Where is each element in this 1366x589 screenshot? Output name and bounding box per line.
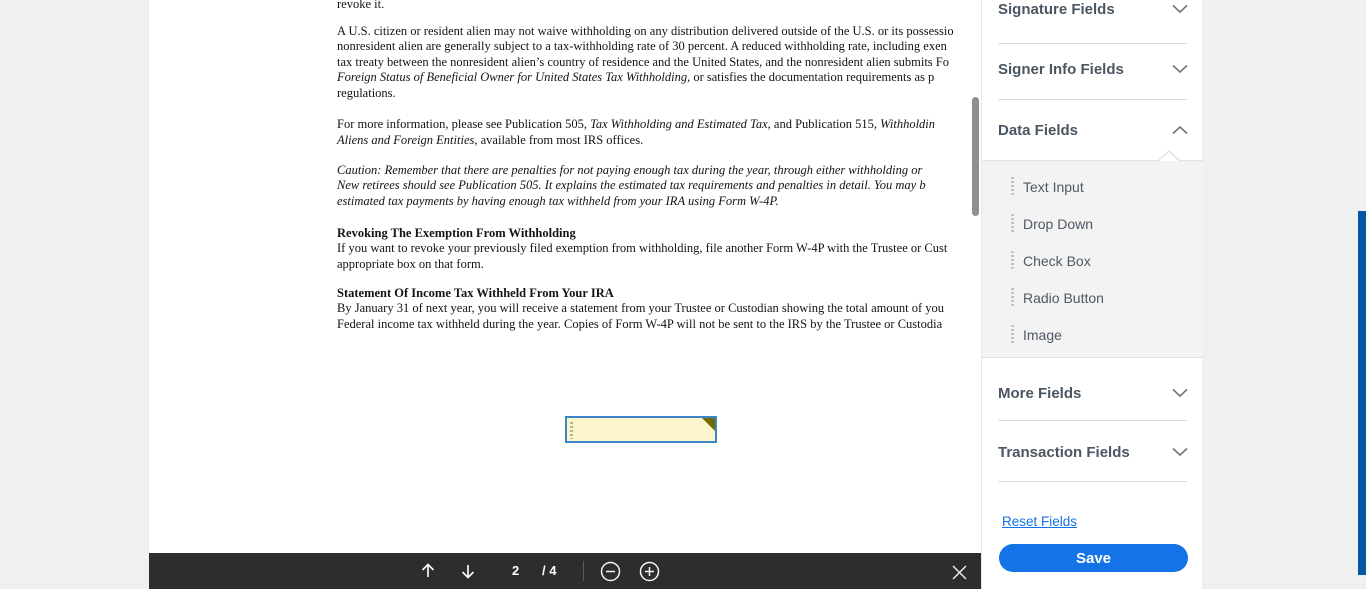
arrow-up-icon bbox=[419, 562, 437, 580]
close-icon bbox=[951, 564, 968, 581]
drag-handle-icon bbox=[1011, 251, 1014, 271]
zoom-in-button[interactable] bbox=[639, 561, 660, 582]
doc-line: Aliens and Foreign Entities, available from most IRS offices. bbox=[337, 133, 644, 147]
field-item-drop-down[interactable] bbox=[1011, 213, 1093, 235]
doc-line: Foreign Status of Beneficial Owner for United States Tax Withholding, or satisfies the documentation requirements as p bbox=[337, 70, 935, 84]
field-item-label: Text Input bbox=[1023, 179, 1084, 195]
section-more-fields[interactable] bbox=[998, 384, 1188, 402]
doc-line: nonresident alien are generally subject to a tax-withholding rate of 30 percent. A reduced withholding rate, including exen bbox=[337, 39, 947, 53]
chevron-up-icon bbox=[1172, 125, 1188, 135]
chevron-down-icon bbox=[1172, 388, 1188, 398]
plus-circle-icon bbox=[639, 561, 660, 582]
doc-line: By January 31 of next year, you will receive a statement from your Trustee or Custodian showing the total amount of you bbox=[337, 301, 945, 315]
field-item-label: Drop Down bbox=[1023, 216, 1094, 232]
chevron-down-icon bbox=[1172, 4, 1188, 14]
field-item-check-box[interactable] bbox=[1011, 250, 1091, 272]
doc-line: appropriate box on that form. bbox=[337, 257, 484, 271]
fields-panel bbox=[981, 0, 1202, 589]
doc-line: For more information, please see Publication 505, Tax Withholding and Estimated Tax, and Publication 515, Withholdin bbox=[337, 117, 936, 131]
doc-line: revoke it. bbox=[337, 0, 385, 11]
chevron-down-icon bbox=[1172, 447, 1188, 457]
field-drag-handle-icon bbox=[570, 422, 573, 439]
doc-line: Caution: Remember that there are penalties for not paying enough tax during the year, through either withholding or bbox=[337, 163, 923, 177]
data-fields-list bbox=[982, 160, 1203, 358]
placed-text-field[interactable] bbox=[565, 416, 717, 443]
doc-line: Revoking The Exemption From Withholding bbox=[337, 226, 576, 240]
section-signature-fields[interactable] bbox=[998, 0, 1188, 18]
document-scrollbar-thumb[interactable] bbox=[972, 97, 979, 216]
section-transaction-fields[interactable] bbox=[998, 443, 1188, 461]
doc-line: A U.S. citizen or resident alien may not waive withholding on any distribution delivered outside of the U.S. or its possessio bbox=[337, 24, 954, 38]
viewer-toolbar bbox=[149, 553, 981, 589]
doc-line: Statement Of Income Tax Withheld From Your IRA bbox=[337, 286, 614, 300]
drag-handle-icon bbox=[1011, 214, 1014, 234]
doc-line: regulations. bbox=[337, 86, 396, 100]
drag-handle-icon bbox=[1011, 288, 1014, 308]
drag-handle-icon bbox=[1011, 325, 1014, 345]
divider bbox=[998, 420, 1187, 421]
divider bbox=[998, 99, 1187, 100]
section-label: Data Fields bbox=[998, 121, 1079, 139]
right-edge-accent-bar bbox=[1358, 211, 1366, 575]
drag-handle-icon bbox=[1011, 177, 1014, 197]
field-item-label: Image bbox=[1023, 327, 1062, 343]
save-button[interactable]: Save bbox=[999, 544, 1188, 572]
section-label: Transaction Fields bbox=[998, 443, 1130, 461]
section-label: Signer Info Fields bbox=[998, 60, 1124, 78]
reset-fields-link[interactable]: Reset Fields bbox=[1002, 514, 1078, 529]
doc-line: New retirees should see Publication 505. It explains the estimated tax requirements and penalties in detail. You may b bbox=[337, 178, 926, 192]
section-label: Signature Fields bbox=[998, 0, 1115, 18]
arrow-down-icon bbox=[459, 562, 477, 580]
zoom-out-button[interactable] bbox=[600, 561, 621, 582]
page-up-button[interactable] bbox=[419, 562, 437, 580]
doc-line: If you want to revoke your previously filed exemption from withholding, file another Form W-4P with the Trustee or Cust bbox=[337, 241, 948, 255]
toolbar-divider bbox=[583, 561, 584, 581]
divider bbox=[998, 43, 1187, 44]
doc-line: tax treaty between the nonresident alien’s country of residence and the United States, and the nonresident alien submits Fo bbox=[337, 55, 949, 69]
field-corner-fold-icon bbox=[702, 418, 715, 431]
page-count-label: / 4 bbox=[542, 563, 557, 578]
section-label: More Fields bbox=[998, 384, 1082, 402]
page-number-input[interactable]: 2 bbox=[512, 563, 520, 578]
field-item-radio-button[interactable] bbox=[1011, 287, 1104, 309]
chevron-down-icon bbox=[1172, 64, 1188, 74]
field-item-label: Check Box bbox=[1023, 253, 1091, 269]
section-data-fields[interactable] bbox=[998, 121, 1188, 139]
pdf-page-viewport bbox=[149, 0, 981, 553]
doc-line: Federal income tax withheld during the year. Copies of Form W-4P will not be sent to the IRS by the Trustee or Custodia bbox=[337, 317, 943, 331]
expanded-section-notch bbox=[1159, 152, 1179, 161]
doc-line: estimated tax payments by having enough tax withheld from your IRA using Form W-4P. bbox=[337, 194, 779, 208]
section-signer-info-fields[interactable] bbox=[998, 60, 1188, 78]
close-toolbar-button[interactable] bbox=[951, 564, 968, 581]
page-down-button[interactable] bbox=[459, 562, 477, 580]
divider bbox=[998, 481, 1187, 482]
field-item-text-input[interactable] bbox=[1011, 176, 1084, 198]
field-item-label: Radio Button bbox=[1023, 290, 1104, 306]
field-item-image[interactable] bbox=[1011, 324, 1062, 346]
minus-circle-icon bbox=[600, 561, 621, 582]
